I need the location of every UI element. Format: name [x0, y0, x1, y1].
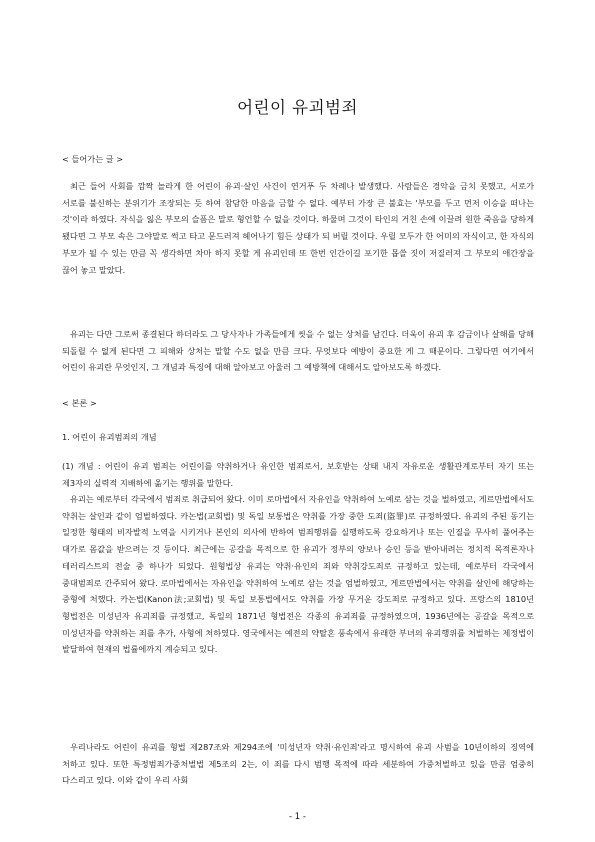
intro-paragraph-2: 유괴는 다만 그로써 종결된다 하더라도 그 당사자나 가족들에게 씻을 수 없는 상처를 남긴다. 더욱이 유괴 후 감금이나 살해를 당해 되돌릴 수 없게 된다면 그 피해와 상처는 말할 수도 없을 만큼 크다. 무엇보다 예방이 중요한 게 그 때문이다. 그렇다면 여기에서 어린이 유괴란 무엇인지, 그 개념과 특징에 대해 알아보고 아울러 그 예방책에 대해서도 알아보도록 하겠다. [62, 329, 534, 373]
document-title: 어린이 유괴범죄 [237, 98, 358, 117]
concept-paragraph: (1) 개념 : 어린이 유괴 범죄는 어린이를 약취하거나 유인한 범죄로서, 보호받는 상태 내지 자유로운 생활관계로부터 자기 또는 제3자의 실력적 지배하에 옮기는 행위를 말한다. [62, 461, 534, 488]
intro-heading: < 들어가는 글 > [62, 154, 124, 164]
intro-paragraph-1: 최근 들어 사회를 깜짝 놀라게 한 어린이 유괴·살인 사건이 연거푸 두 차례나 발생했다. 사람들은 경악을 금치 못했고, 서로가 서로를 불신하는 분위기가 조장되는 듯 하여 참담한 마음을 금할 수 없다. 예부터 가장 큰 불효는 '부모를 두고 먼저 이승을 떠나는 것'이라 하였다. 자식을 잃은 부모의 슬픔은 말로 형언할 수 없을 것이다. 하물며 그것이 타인의 거친 손에 이끌려 원한 죽음을 당하게 됐다면 그 부모 속은 그야말로 썩고 타고 문드러져 헤어나기 힘든 상태가 되 버릴 것이다. 우릴 모두가 한 어미의 자식이고, 한 자식의 부모가 될 수 있는 만큼 꼭 생각하면 차마 하지 못할 게 유괴인데 또 한번 인간이길 포기한 몹쓸 짓이 저질러져 그 부모의 애간장을 끊어 놓고 말았다. [62, 181, 534, 275]
korea-law-paragraph: 우리나라도 어린이 유괴를 형법 제287조와 제294조에 '미성년자 약취·유인죄'라고 명시하여 유괴 사범을 10년이하의 징역에 처하고 있다. 또한 특정범죄가중처벌법 제5조의 2는, 이 죄를 다시 범행 목적에 따라 세분하여 가중처벌하고 있을 만큼 엄중히 다스리고 있다. 이와 같이 우리 사회 [62, 742, 534, 786]
section-heading: 1. 어린이 유괴범죄의 개념 [62, 432, 157, 442]
body-heading: < 본론 > [62, 398, 97, 408]
history-paragraph: 유괴는 예로부터 각국에서 범죄로 취급되어 왔다. 이미 로마법에서 자유인을 약취하여 노예로 삼는 것을 벌하였고, 게르만법에서도 약취는 살인과 같이 엄벌하였다. 카논법(교회법) 및 독일 보통법은 약취를 가장 중한 도죄(盜罪)로 규정하였다. 유괴의 주된 동기는 일정한 형태의 비자발적 노역을 시키거나 본인의 의사에 반하여 범죄행위를 실행하도록 강요하거나 또는 인질을 무사히 풀어주는 대가로 몸값을 받으려는 것 등이다. 최근에는 공갈을 목적으로 한 유괴가 정부의 양보나 승인 등을 받아내려는 정치적 목적론자나 테러리스트의 전술 중 하나가 되었다. 원형법상 유괴는 약취·유인의 죄와 약취강도죄로 규정하고 있는데, 예로부터 각국에서 중대범죄로 간주되어 왔다. 로마법에서는 자유인을 약취하여 노예로 삼는 것을 엄벌하였고, 게르만법에서는 약취를 살인에 해당하는 중형에 처했다. 카논법(Kanon法;교회법) 및 독일 보통법에서도 약취를 가장 무거운 강도죄로 규정하고 있다. 프랑스의 1810년 형법전은 미성년자 유괴죄를 규정했고, 독일의 1871년 형법전은 각종의 유괴죄를 규정하였으며, 1936년에는 공갈을 목적으로 미성년자를 약취하는 죄를 추가, 사형에 처하였다. 영국에서는 예전의 약탈혼 풍속에서 유래한 부녀의 유괴행위를 처벌하는 제정법이 발달하여 현재의 법률에까지 계승되고 있다. [62, 494, 534, 655]
page-number: - 1 - [289, 812, 306, 822]
